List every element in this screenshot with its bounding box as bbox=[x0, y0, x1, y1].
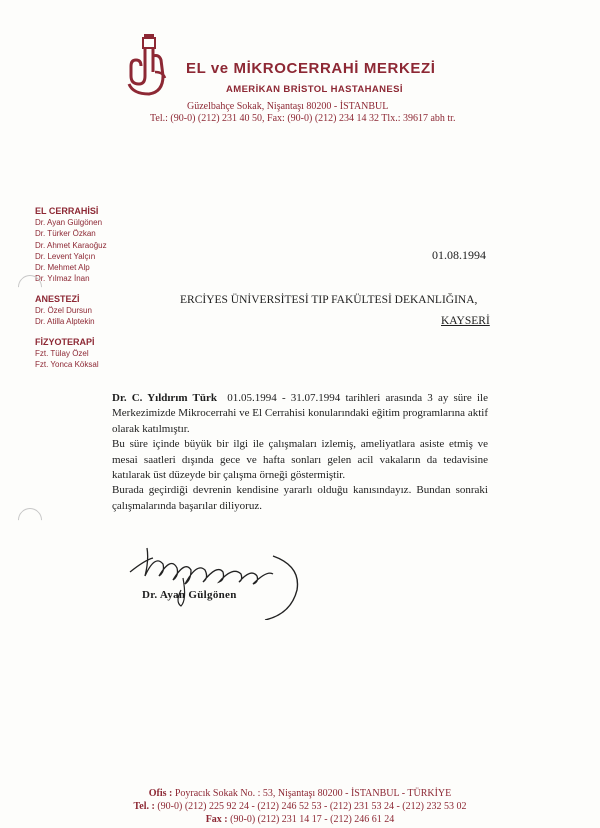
paragraph-1-text: 01.05.1994 - 31.07.1994 tarihleri arasında 3 ay süre ile Merkezimizde Mikrocerrahi ve El Cerrahisi konularındaki eğitim programlarına aktif olarak katılmıştır. bbox=[112, 392, 488, 435]
recipient-city: KAYSERİ bbox=[441, 315, 490, 327]
staff-group-anestezi bbox=[35, 294, 95, 328]
footer-office bbox=[0, 788, 600, 799]
footer-tel-label: Tel. : bbox=[133, 801, 155, 812]
footer-tel bbox=[0, 801, 600, 812]
staff-item: Dr. Atilla Alptekin bbox=[35, 317, 95, 327]
handwritten-signature bbox=[125, 540, 305, 620]
staff-item: Dr. Türker Özkan bbox=[35, 229, 96, 239]
staff-item: Dr. Ayan Gülgönen bbox=[35, 218, 103, 227]
staff-item: Fzt. Yonca Köksal bbox=[35, 360, 99, 370]
paragraph-2: Bu süre içinde büyük bir ilgi ile çalışmaları izlemiş, ameliyatlara asiste etmiş ve mesai saatleri dışında gece ve hafta sonları gelen acil vakaların da tedavisine katılarak üst düzeyde bir çalışma örneği göstermiştir. bbox=[112, 438, 488, 482]
center-title: EL ve MİKROCERRAHİ MERKEZİ bbox=[186, 60, 436, 77]
footer-office-address: Poyracık Sokak No. : 53, Nişantaşı 80200 - İSTANBUL - TÜRKİYE bbox=[174, 788, 452, 799]
staff-item: Dr. Mehmet Alp bbox=[35, 263, 90, 273]
header-contact: Tel.: (90-0) (212) 231 40 50, Fax: (90-0) (212) 234 14 32 Tlx.: 39617 abh tr. bbox=[150, 113, 456, 124]
staff-heading: ANESTEZİ bbox=[35, 294, 80, 304]
header-address: Güzelbahçe Sokak, Nişantaşı 80200 - İSTANBUL bbox=[187, 101, 389, 112]
paragraph-3: Burada geçirdiği devrenin kendisine yararlı olduğu kanısındayız. Bundan sonraki çalışmalarında başarılar diliyoruz. bbox=[112, 484, 488, 512]
subject-name: Dr. C. Yıldırım Türk bbox=[112, 392, 217, 404]
footer-fax-label: Fax : bbox=[205, 814, 228, 825]
staff-item: Dr. Yılmaz İnan bbox=[35, 274, 90, 284]
signer-name: Dr. Ayan Gülgönen bbox=[142, 589, 237, 601]
staff-group-fizyoterapi bbox=[35, 337, 99, 371]
letter-date: 01.08.1994 bbox=[432, 248, 486, 262]
staff-item: Dr. Ahmet Karaoğuz bbox=[35, 240, 107, 250]
footer-fax-numbers: (90-0) (212) 231 14 17 - (212) 246 61 24 bbox=[230, 814, 395, 825]
punch-hole bbox=[13, 503, 47, 537]
staff-heading: EL CERRAHİSİ bbox=[35, 206, 99, 216]
hospital-name: AMERİKAN BRİSTOL HASTAHANESİ bbox=[226, 84, 403, 95]
staff-heading: FİZYOTERAPİ bbox=[35, 337, 95, 347]
staff-item: Fzt. Tülay Özel bbox=[35, 349, 89, 358]
hand-logo-icon bbox=[125, 32, 173, 100]
footer-fax bbox=[0, 814, 600, 825]
staff-group-el-cerrahisi bbox=[35, 206, 107, 285]
staff-item: Dr. Levent Yalçın bbox=[35, 251, 96, 261]
paragraph-1 bbox=[112, 391, 488, 437]
recipient: ERCİYES ÜNİVERSİTESİ TIP FAKÜLTESİ DEKANLIĞINA, bbox=[180, 294, 478, 306]
staff-item: Dr. Özel Dursun bbox=[35, 306, 92, 315]
footer-tel-numbers: (90-0) (212) 225 92 24 - (212) 246 52 53 - (212) 231 53 24 - (212) 232 53 02 bbox=[157, 801, 467, 812]
footer-office-label: Ofis : bbox=[148, 788, 173, 799]
letter-body bbox=[112, 391, 488, 514]
